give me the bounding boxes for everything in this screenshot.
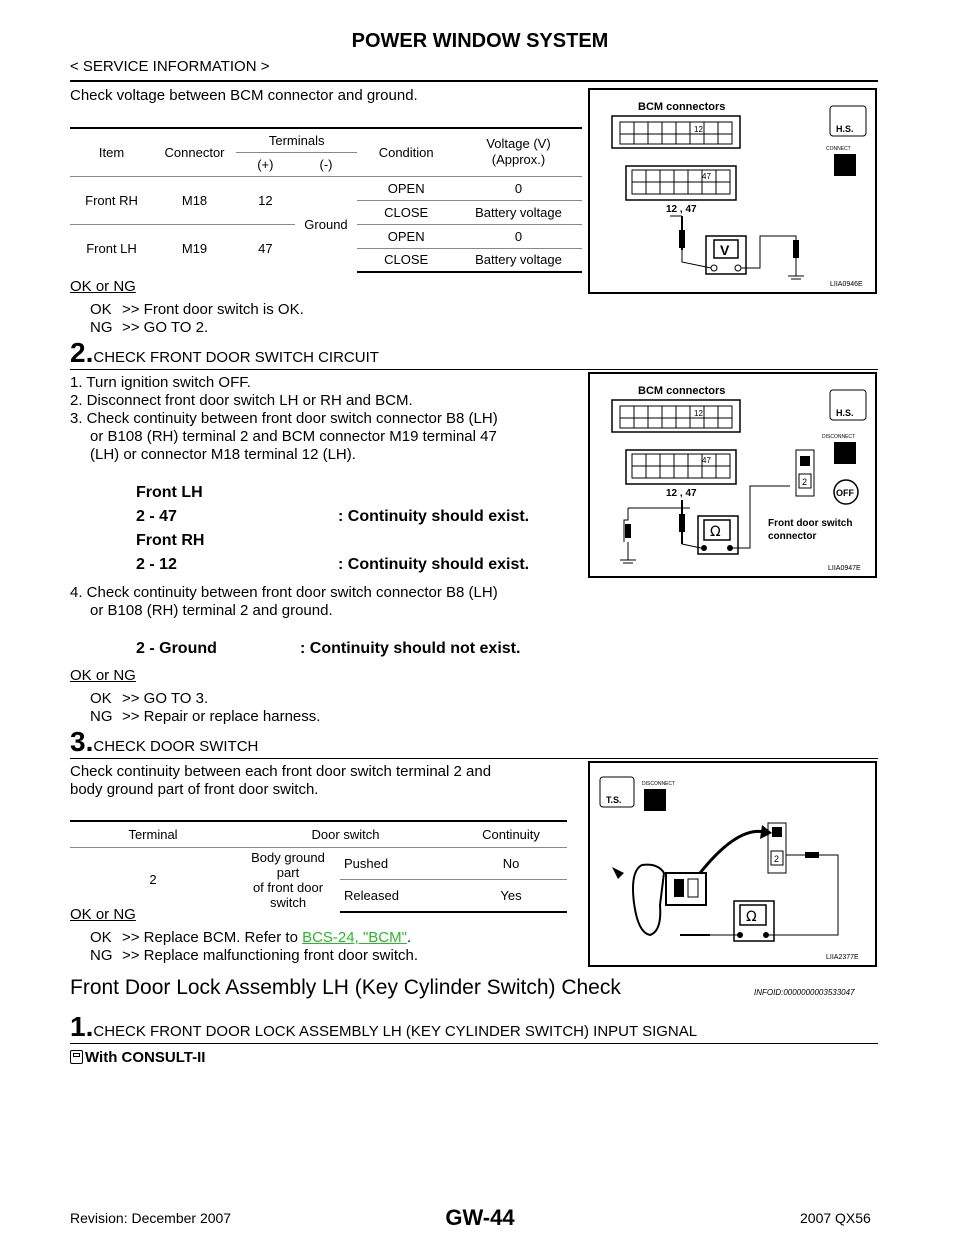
disconnect-label: DISCONNECT [822, 434, 856, 440]
row-terminal: 12 [236, 176, 295, 224]
step1-rule [70, 1043, 878, 1044]
step3-text2: body ground part of front door switch. [70, 781, 319, 798]
probe-label: 12 , 47 [666, 488, 697, 499]
disconnect-label: DISCONNECT [642, 781, 676, 787]
th-voltage: Voltage (V) (Approx.) [455, 128, 582, 176]
th-condition: Condition [357, 128, 455, 176]
bcm-label: BCM connectors [638, 101, 726, 113]
ok-result: OK >> Replace BCM. Refer to BCS-24, "BCM". [90, 929, 412, 946]
row-condition: OPEN [357, 224, 455, 248]
step2-item3a: 3. Check continuity between front door switch connector B8 (LH) [70, 410, 498, 427]
step2-item3b: or B108 (RH) terminal 2 and BCM connector M19 terminal 47 [90, 428, 497, 445]
th-door-switch: Door switch [236, 821, 455, 847]
rh-terminal: 2 - 12 [136, 556, 177, 573]
row-item: Front RH [70, 176, 153, 224]
ng-result: NG >> Repair or replace harness. [90, 708, 321, 725]
cell-released: Released [340, 879, 455, 911]
cell-yes: Yes [455, 879, 567, 911]
model: 2007 QX56 [800, 1210, 871, 1226]
front-lh-label: Front LH [136, 484, 203, 501]
hs-badge: H.S. [836, 408, 854, 418]
with-consult: With CONSULT-II [70, 1049, 205, 1067]
cell-part: Body ground part of front door switch [236, 847, 340, 912]
page-number: GW-44 [445, 1205, 515, 1230]
step3-rule [70, 758, 878, 759]
th-continuity: Continuity [455, 821, 567, 847]
lh-terminal: 2 - 47 [136, 508, 177, 525]
lh-result: : Continuity should exist. [338, 508, 530, 525]
figure-bcm-voltage [588, 88, 877, 294]
consult-icon [70, 1050, 83, 1064]
th-item: Item [70, 128, 153, 176]
ground-terminal: 2 - Ground [136, 640, 217, 657]
row-ground: Ground [295, 176, 358, 272]
front-rh-label: Front RH [136, 532, 205, 549]
cell-pushed: Pushed [340, 847, 455, 879]
row-condition: OPEN [357, 176, 455, 200]
row-item: Front LH [70, 224, 153, 272]
probe-label: 12 , 47 [666, 204, 697, 215]
th-connector: Connector [153, 128, 236, 176]
ok-result: OK >> GO TO 3. [90, 690, 209, 707]
row-condition: CLOSE [357, 200, 455, 224]
figure-code: LIIA0946E [830, 281, 863, 288]
row-terminal: 47 [236, 224, 295, 272]
row-condition: CLOSE [357, 248, 455, 272]
step2-rule [70, 369, 878, 370]
rh-result: : Continuity should exist. [338, 556, 530, 573]
pin-2-label: 2 [774, 854, 780, 864]
voltage-table [70, 127, 582, 273]
ohmmeter-label: Ω [746, 909, 757, 925]
step3-heading: 3.CHECK DOOR SWITCH [70, 726, 259, 757]
step3-text1: Check continuity between each front door switch terminal 2 and [70, 763, 492, 780]
connector-label-1: Front door switch [768, 518, 853, 529]
th-terminal: Terminal [70, 821, 236, 847]
door-switch-circuit-diagram [590, 374, 875, 576]
pin-47-label: 47 [702, 456, 711, 465]
step2-item2: 2. Disconnect front door switch LH or RH and BCM. [70, 392, 413, 409]
breadcrumb: < SERVICE INFORMATION > [70, 58, 270, 75]
ts-badge: T.S. [606, 795, 622, 805]
intro-text: Check voltage between BCM connector and ground. [70, 87, 418, 104]
ng-result: NG >> Replace malfunctioning front door switch. [90, 947, 418, 964]
row-connector: M19 [153, 224, 236, 272]
continuity-table [70, 820, 567, 913]
step1-heading: 1.CHECK FRONT DOOR LOCK ASSEMBLY LH (KEY CYLINDER SWITCH) INPUT SIGNAL [70, 1011, 698, 1042]
figure-door-switch-circuit [588, 372, 877, 578]
th-terminals: Terminals [236, 128, 357, 152]
okng-heading: OK or NG [70, 278, 136, 295]
header-rule [70, 80, 878, 82]
pin-47-label: 47 [702, 172, 711, 181]
cell-terminal: 2 [70, 847, 236, 912]
connector-label-2: connector [768, 531, 817, 542]
bcm-reference-link[interactable]: BCS-24, "BCM" [302, 929, 407, 946]
step2-item4a: 4. Check continuity between front door switch connector B8 (LH) [70, 584, 498, 601]
revision: Revision: December 2007 [70, 1210, 232, 1226]
hs-badge: H.S. [836, 124, 854, 134]
th-plus: (+) [236, 152, 295, 176]
ng-result: NG >> GO TO 2. [90, 319, 209, 336]
th-minus: (-) [295, 152, 358, 176]
pin-12-label: 12 [694, 409, 703, 418]
connect-label: CONNECT [826, 146, 851, 152]
row-voltage: 0 [455, 224, 582, 248]
okng-heading: OK or NG [70, 667, 136, 684]
info-id: INFOID:0000000003533047 [754, 988, 855, 997]
page-title: POWER WINDOW SYSTEM [351, 30, 609, 52]
row-voltage: 0 [455, 176, 582, 200]
ohmmeter-label: Ω [710, 524, 721, 540]
step2-item4b: or B108 (RH) terminal 2 and ground. [90, 602, 333, 619]
step2-heading: 2.CHECK FRONT DOOR SWITCH CIRCUIT [70, 337, 379, 368]
voltmeter-label: V [720, 242, 730, 258]
row-voltage: Battery voltage [455, 248, 582, 272]
section-title: Front Door Lock Assembly LH (Key Cylinder Switch) Check [70, 976, 621, 999]
bcm-label: BCM connectors [638, 385, 726, 397]
off-label: OFF [836, 488, 854, 498]
figure-code: LIIA2377E [826, 954, 859, 961]
ground-result: : Continuity should not exist. [300, 640, 521, 657]
row-connector: M18 [153, 176, 236, 224]
pin-12-label: 12 [694, 125, 703, 134]
step2-item1: 1. Turn ignition switch OFF. [70, 374, 251, 391]
bcm-voltage-diagram [590, 90, 875, 292]
step2-item3c: (LH) or connector M18 terminal 12 (LH). [90, 446, 356, 463]
okng-heading: OK or NG [70, 906, 136, 923]
pin-2-label: 2 [802, 477, 808, 487]
cell-no: No [455, 847, 567, 879]
figure-door-switch [588, 761, 877, 967]
ok-result: OK >> Front door switch is OK. [90, 301, 304, 318]
row-voltage: Battery voltage [455, 200, 582, 224]
door-switch-diagram [590, 763, 875, 965]
figure-code: LIIA0947E [828, 565, 861, 572]
